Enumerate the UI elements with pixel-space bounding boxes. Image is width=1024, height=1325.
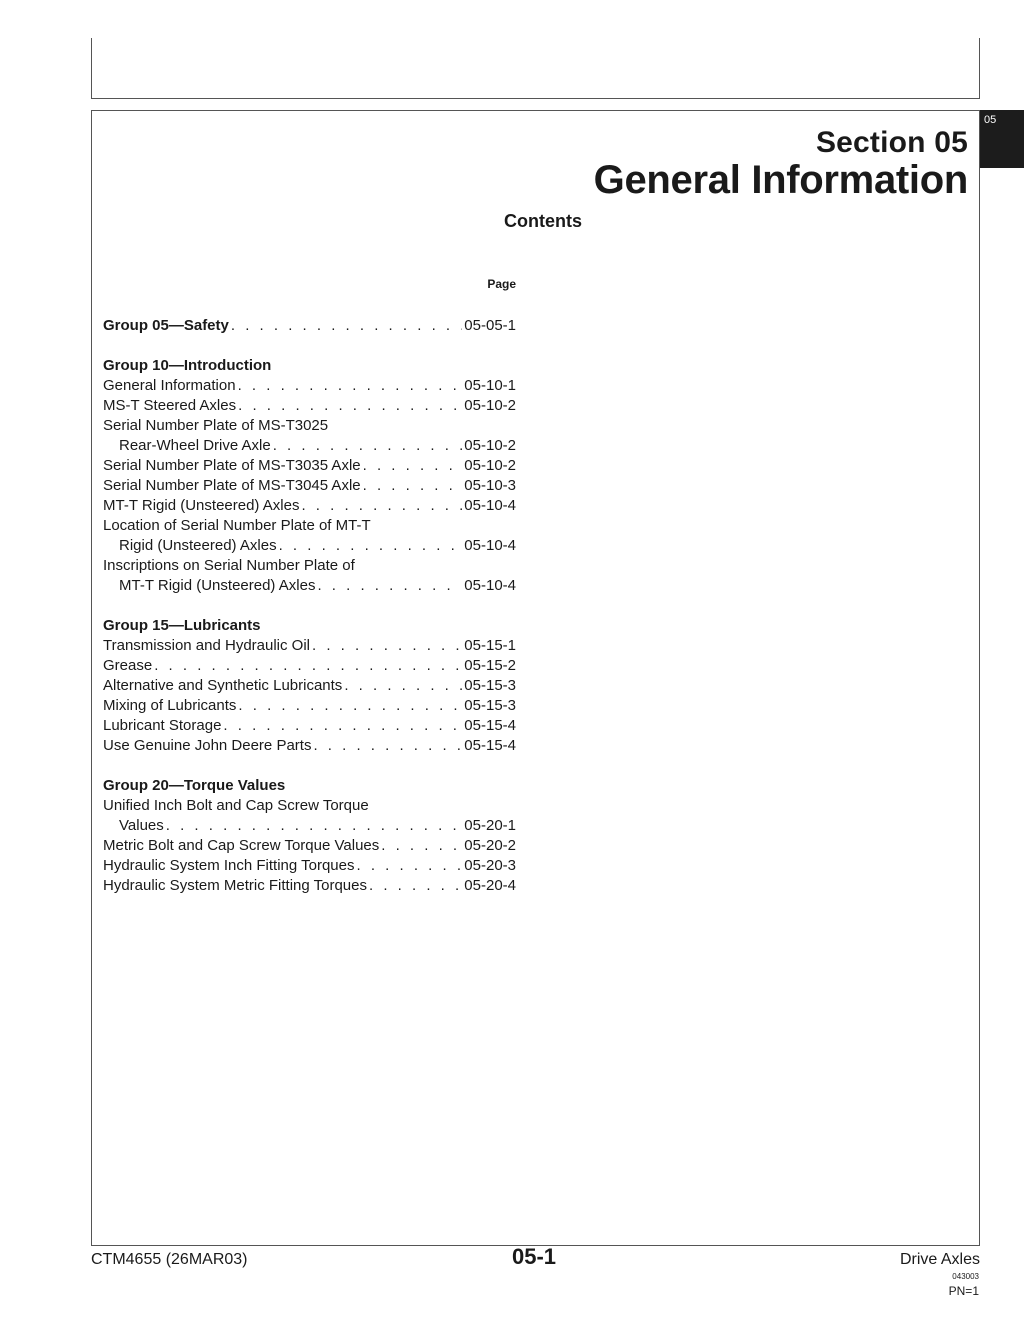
dot-leader (317, 576, 462, 596)
toc-entry[interactable] (103, 496, 516, 516)
toc-entry-title: Group 05—Safety (103, 317, 229, 334)
toc-entry-title: Alternative and Synthetic Lubricants (103, 677, 343, 694)
toc-entry-page: 05-15-4 (464, 737, 516, 754)
toc-entry-page: 05-10-2 (464, 397, 516, 414)
toc-entry[interactable] (103, 856, 516, 876)
toc-entry-line1[interactable]: Serial Number Plate of MS-T3025 (103, 417, 329, 434)
top-frame-left-line (91, 38, 92, 98)
page-column-heading: Page (487, 277, 516, 291)
toc-entry-line1[interactable]: Location of Serial Number Plate of MT-T (103, 517, 371, 534)
dot-leader (154, 656, 462, 676)
toc-entry[interactable] (103, 836, 516, 856)
toc-entry[interactable] (103, 736, 516, 756)
toc-entry-title: Metric Bolt and Cap Screw Torque Values (103, 837, 380, 854)
toc-entry[interactable] (103, 816, 516, 836)
dot-leader (279, 536, 463, 556)
toc-group-safety (103, 316, 516, 336)
contents-heading: Contents (504, 211, 582, 231)
toc-entry[interactable] (103, 456, 516, 476)
dot-leader (363, 456, 463, 476)
toc-entry[interactable] (103, 376, 516, 396)
dot-leader (363, 476, 463, 496)
dot-leader (238, 376, 463, 396)
toc-entry-page: 05-10-3 (464, 477, 516, 494)
toc-entry-page: 05-20-3 (464, 857, 516, 874)
toc-entry-page: 05-10-1 (464, 377, 516, 394)
toc-entry[interactable] (103, 396, 516, 416)
toc-group-torque-values (103, 776, 516, 896)
toc-group-introduction (103, 356, 516, 596)
toc-entry[interactable] (103, 876, 516, 896)
toc-entry-title: Use Genuine John Deere Parts (103, 737, 312, 754)
toc-entry-title: Mixing of Lubricants (103, 697, 237, 714)
dot-leader (312, 636, 462, 656)
toc-entry-page: 05-10-4 (464, 577, 516, 594)
section-label: Section 05 (815, 126, 968, 159)
toc-entry-title: MT-T Rigid (Unsteered) Axles (103, 497, 300, 514)
toc-entry-title: Serial Number Plate of MS-T3035 Axle (103, 457, 361, 474)
dot-leader (238, 396, 462, 416)
main-frame-right-line (979, 110, 980, 1245)
main-frame-left-line (91, 110, 92, 1245)
toc-entry-page: 05-20-1 (464, 817, 516, 834)
toc-entry-title: Values (119, 817, 164, 834)
toc-entry-page: 05-15-1 (464, 637, 516, 654)
toc-entry-page: 05-10-4 (464, 497, 516, 514)
toc-entry[interactable] (103, 436, 516, 456)
dot-leader (301, 496, 462, 516)
dot-leader (381, 836, 462, 856)
table-of-contents (103, 276, 516, 916)
toc-entry-title: Grease (103, 657, 153, 674)
toc-entry-title: Hydraulic System Inch Fitting Torques (103, 857, 355, 874)
footer-page-number: 05-1 (512, 1244, 557, 1269)
dot-leader (231, 316, 462, 336)
toc-entry-title: MT-T Rigid (Unsteered) Axles (119, 577, 316, 594)
toc-entry-page: 05-10-2 (464, 437, 516, 454)
footer-pn: PN=1 (948, 1284, 979, 1298)
toc-entry-title: Lubricant Storage (103, 717, 222, 734)
toc-entry-page: 05-05-1 (464, 317, 516, 334)
footer-doc-id: CTM4655 (26MAR03) (91, 1251, 248, 1268)
section-tab (980, 110, 1024, 168)
toc-entry[interactable] (103, 716, 516, 736)
group-title: Group 20—Torque Values (103, 777, 286, 794)
dot-leader (238, 696, 462, 716)
toc-entry-line1[interactable]: Inscriptions on Serial Number Plate of (103, 557, 355, 574)
toc-entry[interactable] (103, 576, 516, 596)
toc-group-lubricants (103, 616, 516, 756)
dot-leader (273, 436, 463, 456)
toc-entry-title: Rear-Wheel Drive Axle (119, 437, 271, 454)
group-title: Group 15—Lubricants (103, 617, 261, 634)
toc-entry[interactable] (103, 656, 516, 676)
top-frame-right-line (979, 38, 980, 98)
section-tab-label: 05 (984, 114, 997, 126)
dot-leader (344, 676, 462, 696)
toc-entry-page: 05-10-4 (464, 537, 516, 554)
toc-entry-page: 05-15-3 (464, 677, 516, 694)
dot-leader (313, 736, 462, 756)
toc-entry[interactable] (103, 696, 516, 716)
toc-entry-line1[interactable]: Unified Inch Bolt and Cap Screw Torque (103, 797, 369, 814)
toc-entry-title: Rigid (Unsteered) Axles (119, 537, 277, 554)
group-title: Group 10—Introduction (103, 357, 272, 374)
toc-entry[interactable] (103, 476, 516, 496)
dot-leader (166, 816, 463, 836)
dot-leader (223, 716, 462, 736)
toc-entry-page: 05-15-3 (464, 697, 516, 714)
toc-entry-page: 05-15-4 (464, 717, 516, 734)
toc-entry-page: 05-20-2 (464, 837, 516, 854)
main-frame-top-line (91, 110, 980, 111)
toc-entry[interactable] (103, 316, 516, 336)
toc-entry-title: General Information (103, 377, 236, 394)
toc-entry-title: Transmission and Hydraulic Oil (103, 637, 311, 654)
toc-entry-title: Hydraulic System Metric Fitting Torques (103, 877, 367, 894)
dot-leader (357, 856, 463, 876)
toc-entry-page: 05-10-2 (464, 457, 516, 474)
toc-entry-title: MS-T Steered Axles (103, 397, 237, 414)
dot-leader (369, 876, 462, 896)
toc-entry[interactable] (103, 636, 516, 656)
toc-entry[interactable] (103, 676, 516, 696)
top-frame-bottom-line (91, 98, 980, 99)
section-title: General Information (593, 158, 968, 202)
toc-entry-page: 05-20-4 (464, 877, 516, 894)
toc-entry[interactable] (103, 536, 516, 556)
toc-entry-page: 05-15-2 (464, 657, 516, 674)
footer-manual-title: Drive Axles (899, 1251, 980, 1268)
footer-code: 043003 (952, 1272, 979, 1281)
toc-entry-title: Serial Number Plate of MS-T3045 Axle (103, 477, 361, 494)
